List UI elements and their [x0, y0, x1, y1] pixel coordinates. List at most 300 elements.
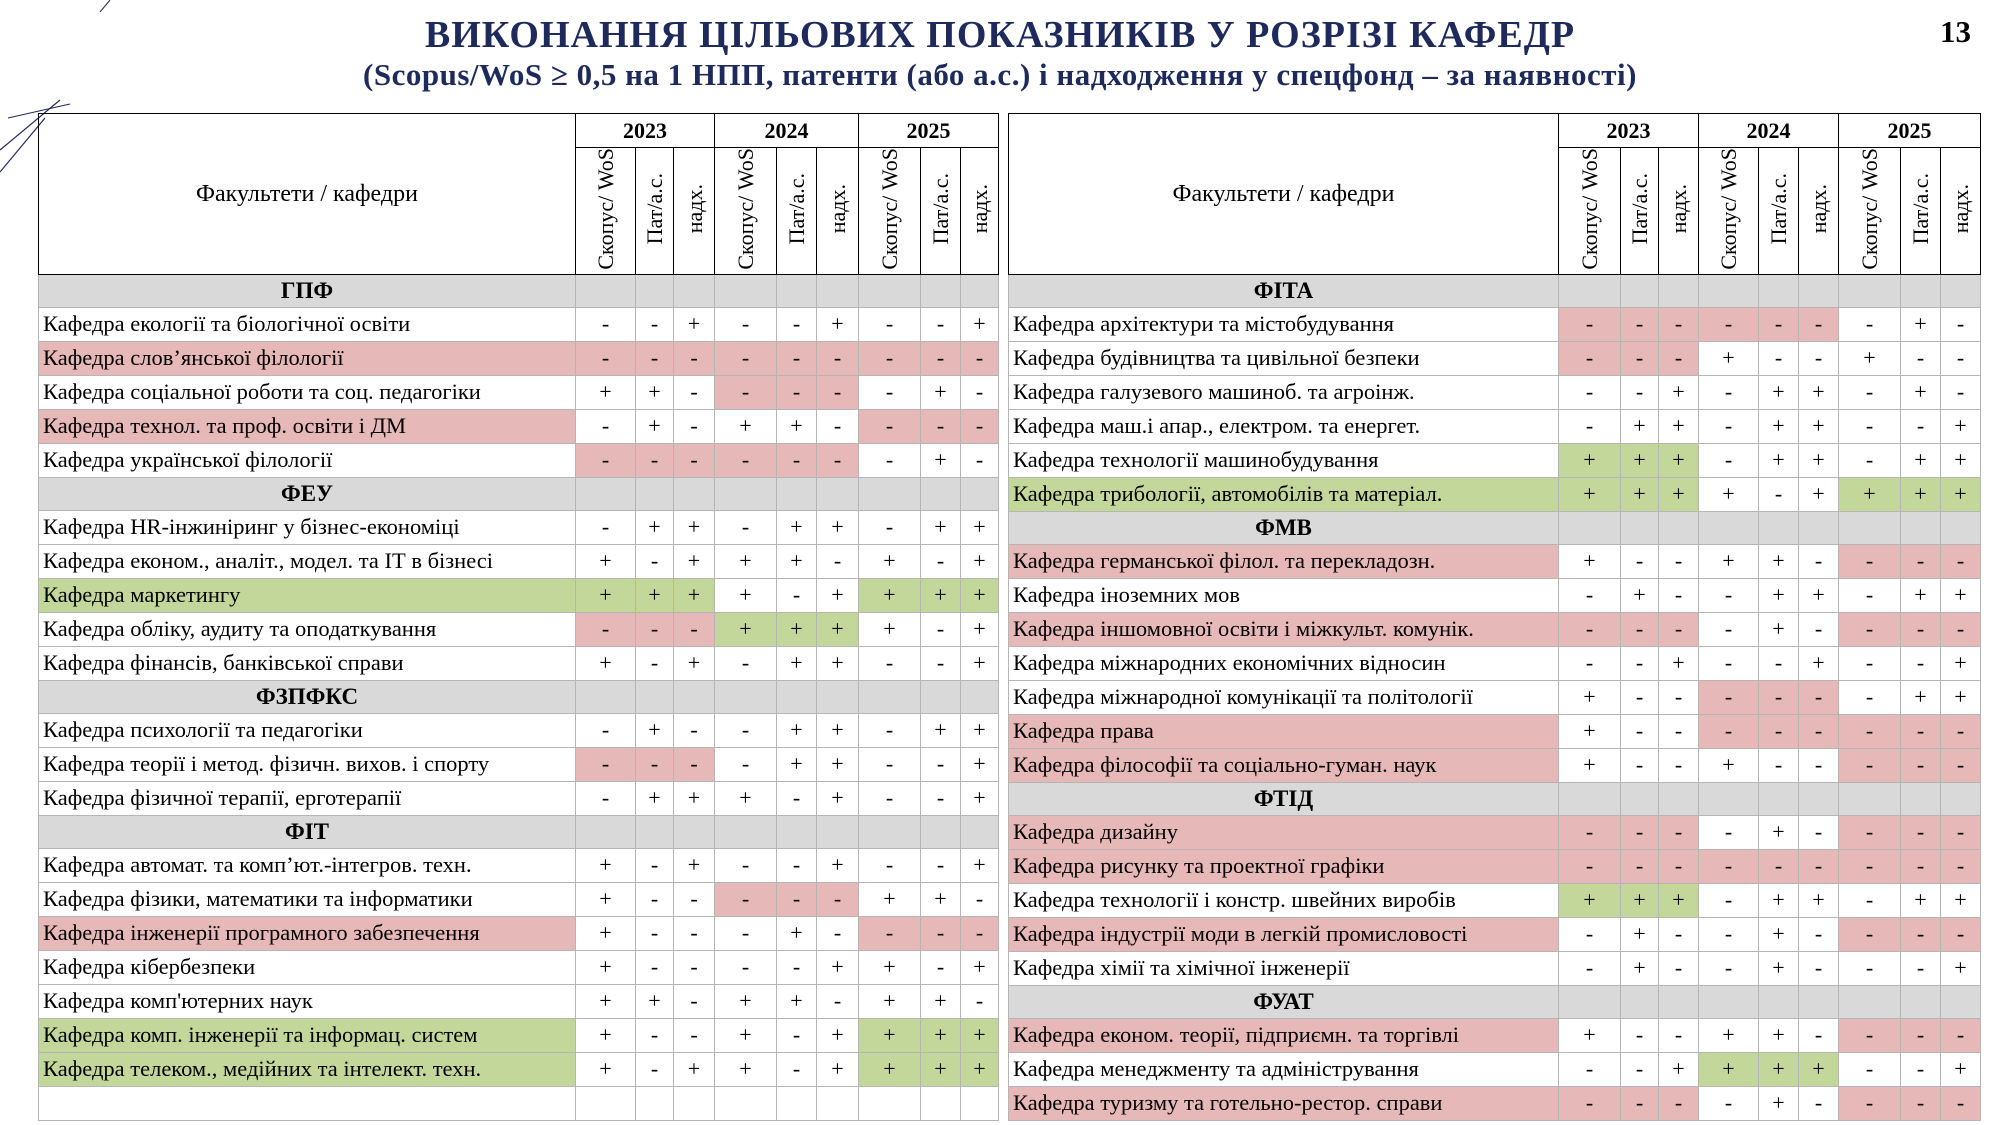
indicator-cell: +	[1799, 646, 1839, 680]
indicator-cell: -	[1839, 680, 1901, 714]
indicator-cell: -	[636, 950, 674, 984]
year-header-2023: 2023	[1559, 114, 1699, 148]
indicator-cell: -	[817, 882, 859, 916]
indicator-cell: +	[1659, 409, 1699, 443]
indicator-cell: -	[1941, 544, 1981, 578]
indicator-cell: -	[817, 341, 859, 375]
section-empty-cell	[921, 680, 961, 713]
indicator-cell: +	[1901, 477, 1941, 511]
indicator-cell: +	[636, 781, 674, 815]
indicator-cell: +	[859, 1052, 921, 1086]
department-name: Кафедра технології машинобудування	[1009, 443, 1559, 477]
section-empty-cell	[961, 477, 999, 510]
indicator-cell: +	[1559, 680, 1621, 714]
section-empty-cell	[1799, 511, 1839, 544]
indicator-cell: -	[777, 443, 817, 477]
indicator-cell: +	[961, 848, 999, 882]
indicator-cell: +	[961, 713, 999, 747]
section-empty-cell	[1799, 985, 1839, 1018]
department-row	[1009, 612, 1981, 646]
faculty-section-row	[39, 815, 999, 848]
subheader-patents: Пат/а.с.	[636, 148, 674, 275]
indicator-cell: -	[921, 747, 961, 781]
indicator-cell: -	[1559, 917, 1621, 951]
indicator-cell: -	[1621, 714, 1659, 748]
department-name: Кафедра HR-інжиніринг у бізнес-економіці	[39, 510, 576, 544]
section-empty-cell	[1901, 985, 1941, 1018]
subheader-income: надх.	[1659, 148, 1699, 275]
indicator-cell: -	[777, 578, 817, 612]
indicator-cell: -	[674, 916, 715, 950]
indicator-cell: -	[674, 950, 715, 984]
indicator-cell: +	[777, 409, 817, 443]
section-empty-cell	[859, 274, 921, 307]
indicator-cell: +	[1759, 1018, 1799, 1052]
indicator-cell: +	[1559, 1018, 1621, 1052]
department-name: Кафедра іноземних мов	[1009, 578, 1559, 612]
indicator-cell: -	[576, 713, 636, 747]
indicator-cell: -	[1799, 341, 1839, 375]
indicator-cell: -	[715, 747, 777, 781]
indicator-cell: -	[1699, 883, 1759, 917]
department-row	[1009, 917, 1981, 951]
indicator-cell: -	[777, 781, 817, 815]
indicator-cell: +	[1659, 443, 1699, 477]
section-empty-cell	[1759, 782, 1799, 815]
indicator-cell: -	[1659, 1086, 1699, 1120]
indicator-cell: -	[1799, 849, 1839, 883]
indicator-cell: -	[921, 916, 961, 950]
faculty-name: ФІТ	[39, 815, 576, 848]
section-empty-cell	[1559, 985, 1621, 1018]
empty-cell	[777, 1086, 817, 1120]
indicator-cell: -	[859, 646, 921, 680]
indicator-cell: +	[961, 544, 999, 578]
department-name: Кафедра інженерії програмного забезпечення	[39, 916, 576, 950]
subheader-scopus-wos: Скопус/ WoS	[1839, 148, 1901, 275]
indicator-cell: -	[576, 307, 636, 341]
indicator-cell: -	[777, 375, 817, 409]
empty-cell	[859, 1086, 921, 1120]
section-empty-cell	[1759, 511, 1799, 544]
faculty-column-header: Факультети / кафедри	[1009, 114, 1559, 275]
indicator-cell: -	[636, 882, 674, 916]
indicator-cell: -	[1621, 341, 1659, 375]
section-empty-cell	[576, 680, 636, 713]
section-empty-cell	[636, 274, 674, 307]
table-header	[39, 114, 999, 275]
indicator-cell: +	[817, 848, 859, 882]
indicator-cell: -	[1699, 714, 1759, 748]
indicator-cell: -	[674, 443, 715, 477]
department-row	[39, 375, 999, 409]
department-row	[1009, 1018, 1981, 1052]
indicator-cell: +	[715, 578, 777, 612]
subheader-scopus-wos: Скопус/ WoS	[576, 148, 636, 275]
indicator-cell: -	[1621, 849, 1659, 883]
indicator-cell: -	[674, 882, 715, 916]
department-name: Кафедра маркетингу	[39, 578, 576, 612]
empty-cell	[674, 1086, 715, 1120]
year-header-2024: 2024	[715, 114, 859, 148]
department-row	[39, 443, 999, 477]
page-subtitle: (Scopus/WoS ≥ 0,5 на 1 НПП, патенти (або а.с.) і надходження у спецфонд – за наявності)	[363, 57, 1637, 92]
indicator-cell: -	[1901, 714, 1941, 748]
indicator-cell: +	[921, 578, 961, 612]
indicator-cell: -	[1659, 849, 1699, 883]
indicator-cell: +	[1799, 409, 1839, 443]
section-empty-cell	[1699, 274, 1759, 307]
indicator-cell: +	[777, 984, 817, 1018]
section-empty-cell	[715, 274, 777, 307]
indicator-cell: -	[1901, 1052, 1941, 1086]
indicator-cell: -	[1901, 815, 1941, 849]
indicator-cell: +	[1901, 883, 1941, 917]
indicator-cell: +	[1559, 748, 1621, 782]
indicator-cell: -	[777, 882, 817, 916]
faculty-name: ФУАТ	[1009, 985, 1559, 1018]
indicator-cell: -	[1559, 307, 1621, 341]
indicator-cell: +	[1759, 409, 1799, 443]
indicator-cell: -	[1799, 680, 1839, 714]
year-header-2025: 2025	[1839, 114, 1981, 148]
indicator-cell: -	[859, 848, 921, 882]
section-empty-cell	[674, 274, 715, 307]
indicator-cell: +	[1699, 477, 1759, 511]
indicator-cell: -	[1839, 1086, 1901, 1120]
department-name: Кафедра рисунку та проектної графіки	[1009, 849, 1559, 883]
empty-cell	[39, 1086, 576, 1120]
indicator-cell: -	[777, 950, 817, 984]
indicator-cell: -	[1559, 1086, 1621, 1120]
department-name: Кафедра міжнародних економічних відносин	[1009, 646, 1559, 680]
indicator-cell: +	[636, 578, 674, 612]
faculty-name: ФЗПФКС	[39, 680, 576, 713]
department-row	[1009, 307, 1981, 341]
faculty-column-header: Факультети / кафедри	[39, 114, 576, 275]
indicator-cell: +	[715, 781, 777, 815]
indicator-cell: +	[1839, 477, 1901, 511]
indicator-cell: -	[1559, 1052, 1621, 1086]
indicator-cell: +	[859, 882, 921, 916]
indicator-cell: +	[715, 612, 777, 646]
indicator-cell: -	[636, 747, 674, 781]
indicator-cell: +	[715, 409, 777, 443]
department-name: Кафедра архітектури та містобудування	[1009, 307, 1559, 341]
indicator-cell: +	[1799, 477, 1839, 511]
indicator-cell: -	[1839, 1018, 1901, 1052]
department-name: Кафедра дизайну	[1009, 815, 1559, 849]
indicator-cell: -	[1799, 917, 1839, 951]
indicator-cell: -	[1659, 748, 1699, 782]
indicator-cell: -	[1941, 815, 1981, 849]
indicator-cell: +	[674, 848, 715, 882]
department-row	[39, 612, 999, 646]
indicator-cell: -	[674, 375, 715, 409]
year-header-2024: 2024	[1699, 114, 1839, 148]
indicator-cell: +	[859, 984, 921, 1018]
indicator-cell: +	[1699, 748, 1759, 782]
section-empty-cell	[1559, 274, 1621, 307]
indicator-cell: -	[921, 544, 961, 578]
section-empty-cell	[674, 477, 715, 510]
indicator-cell: +	[1759, 544, 1799, 578]
subheader-patents: Пат/а.с.	[921, 148, 961, 275]
indicator-cell: +	[1759, 917, 1799, 951]
section-empty-cell	[1699, 782, 1759, 815]
indicator-cell: -	[636, 307, 674, 341]
indicator-cell: -	[1941, 748, 1981, 782]
department-row	[39, 950, 999, 984]
indicator-cell: +	[777, 646, 817, 680]
empty-cell	[715, 1086, 777, 1120]
indicator-cell: +	[674, 544, 715, 578]
department-row	[39, 882, 999, 916]
indicator-cell: +	[576, 882, 636, 916]
indicator-cell: -	[961, 984, 999, 1018]
section-empty-cell	[921, 274, 961, 307]
indicator-cell: -	[1901, 341, 1941, 375]
indicator-cell: -	[961, 882, 999, 916]
indicator-cell: -	[859, 747, 921, 781]
indicator-cell: +	[817, 646, 859, 680]
indicator-cell: -	[1839, 714, 1901, 748]
faculty-name: ФІТА	[1009, 274, 1559, 307]
indicator-cell: -	[1901, 748, 1941, 782]
indicator-cell: -	[1941, 612, 1981, 646]
indicator-cell: -	[817, 409, 859, 443]
department-name: Кафедра телеком., медійних та інтелект. техн.	[39, 1052, 576, 1086]
indicator-cell: -	[1659, 544, 1699, 578]
department-name: Кафедра фінансів, банківської справи	[39, 646, 576, 680]
indicator-cell: +	[674, 578, 715, 612]
indicator-cell: -	[817, 443, 859, 477]
indicator-cell: +	[817, 1052, 859, 1086]
faculty-section-row	[1009, 274, 1981, 307]
indicator-cell: -	[715, 713, 777, 747]
indicator-cell: -	[1839, 748, 1901, 782]
indicator-cell: -	[715, 848, 777, 882]
department-row	[39, 510, 999, 544]
section-empty-cell	[1621, 985, 1659, 1018]
indicator-cell: +	[859, 578, 921, 612]
department-row	[1009, 849, 1981, 883]
indicator-cell: +	[1559, 443, 1621, 477]
indicator-cell: +	[1699, 341, 1759, 375]
indicator-cell: -	[1901, 849, 1941, 883]
indicator-cell: -	[817, 544, 859, 578]
indicator-cell: +	[1941, 883, 1981, 917]
indicator-cell: +	[636, 510, 674, 544]
left-departments-table	[38, 113, 999, 1121]
department-row	[39, 409, 999, 443]
indicator-cell: +	[777, 510, 817, 544]
department-name: Кафедра права	[1009, 714, 1559, 748]
indicator-cell: +	[777, 916, 817, 950]
section-empty-cell	[715, 680, 777, 713]
indicator-cell: -	[1799, 748, 1839, 782]
section-empty-cell	[1839, 782, 1901, 815]
empty-row	[39, 1086, 999, 1120]
indicator-cell: -	[1759, 748, 1799, 782]
department-row	[1009, 477, 1981, 511]
section-empty-cell	[1941, 985, 1981, 1018]
department-name: Кафедра кібербезпеки	[39, 950, 576, 984]
department-name: Кафедра обліку, аудиту та оподаткування	[39, 612, 576, 646]
indicator-cell: +	[859, 950, 921, 984]
indicator-cell: +	[674, 646, 715, 680]
department-row	[1009, 1086, 1981, 1120]
indicator-cell: +	[921, 882, 961, 916]
indicator-cell: -	[1799, 544, 1839, 578]
department-name: Кафедра галузевого машиноб. та агроінж.	[1009, 375, 1559, 409]
indicator-cell: -	[674, 409, 715, 443]
section-empty-cell	[961, 815, 999, 848]
section-empty-cell	[1659, 782, 1699, 815]
subheader-income: надх.	[1941, 148, 1981, 275]
indicator-cell: -	[1699, 680, 1759, 714]
section-empty-cell	[576, 477, 636, 510]
indicator-cell: +	[1759, 1052, 1799, 1086]
department-row	[1009, 1052, 1981, 1086]
indicator-cell: +	[1621, 443, 1659, 477]
department-name: Кафедра фізичної терапії, ерготерапії	[39, 781, 576, 815]
indicator-cell: -	[1559, 578, 1621, 612]
indicator-cell: -	[1699, 443, 1759, 477]
section-empty-cell	[777, 274, 817, 307]
indicator-cell: -	[961, 375, 999, 409]
indicator-cell: -	[921, 409, 961, 443]
indicator-cell: +	[1759, 375, 1799, 409]
indicator-cell: -	[1839, 409, 1901, 443]
indicator-cell: +	[576, 646, 636, 680]
indicator-cell: +	[961, 950, 999, 984]
indicator-cell: -	[1659, 307, 1699, 341]
department-row	[39, 341, 999, 375]
department-row	[39, 1052, 999, 1086]
indicator-cell: -	[1699, 375, 1759, 409]
indicator-cell: -	[817, 375, 859, 409]
indicator-cell: -	[674, 341, 715, 375]
subheader-income: надх.	[674, 148, 715, 275]
indicator-cell: -	[1759, 646, 1799, 680]
empty-cell	[961, 1086, 999, 1120]
section-empty-cell	[1901, 274, 1941, 307]
indicator-cell: +	[777, 612, 817, 646]
indicator-cell: -	[636, 1018, 674, 1052]
indicator-cell: +	[674, 1052, 715, 1086]
indicator-cell: +	[576, 578, 636, 612]
department-row	[39, 307, 999, 341]
subheader-scopus-wos: Скопус/ WoS	[1559, 148, 1621, 275]
department-row	[39, 848, 999, 882]
indicator-cell: -	[1659, 578, 1699, 612]
indicator-cell: -	[576, 510, 636, 544]
indicator-cell: -	[1659, 341, 1699, 375]
section-empty-cell	[961, 274, 999, 307]
indicator-cell: +	[576, 375, 636, 409]
department-name: Кафедра менеджменту та адміністрування	[1009, 1052, 1559, 1086]
indicator-cell: -	[1941, 375, 1981, 409]
indicator-cell: +	[1941, 443, 1981, 477]
department-name: Кафедра економ. теорії, підприємн. та торгівлі	[1009, 1018, 1559, 1052]
faculty-name: ФТІД	[1009, 782, 1559, 815]
indicator-cell: -	[817, 984, 859, 1018]
indicator-cell: +	[961, 747, 999, 781]
section-empty-cell	[859, 680, 921, 713]
indicator-cell: -	[636, 443, 674, 477]
section-empty-cell	[1759, 274, 1799, 307]
indicator-cell: -	[1799, 1018, 1839, 1052]
indicator-cell: +	[961, 1018, 999, 1052]
section-empty-cell	[817, 815, 859, 848]
indicator-cell: -	[1941, 849, 1981, 883]
faculty-section-row	[1009, 985, 1981, 1018]
indicator-cell: +	[1901, 578, 1941, 612]
section-empty-cell	[1699, 511, 1759, 544]
indicator-cell: -	[859, 781, 921, 815]
indicator-cell: -	[1839, 1052, 1901, 1086]
indicator-cell: -	[859, 409, 921, 443]
indicator-cell: +	[1659, 646, 1699, 680]
section-empty-cell	[1699, 985, 1759, 1018]
department-row	[1009, 578, 1981, 612]
indicator-cell: -	[1839, 815, 1901, 849]
indicator-cell: +	[921, 984, 961, 1018]
indicator-cell: -	[1901, 1018, 1941, 1052]
indicator-cell: -	[1901, 646, 1941, 680]
indicator-cell: +	[1901, 680, 1941, 714]
indicator-cell: -	[636, 612, 674, 646]
indicator-cell: +	[576, 544, 636, 578]
indicator-cell: +	[961, 307, 999, 341]
department-row	[1009, 443, 1981, 477]
indicator-cell: +	[817, 747, 859, 781]
indicator-cell: +	[1901, 307, 1941, 341]
indicator-cell: -	[1759, 849, 1799, 883]
indicator-cell: -	[715, 341, 777, 375]
indicator-cell: -	[1659, 1018, 1699, 1052]
indicator-cell: +	[1659, 883, 1699, 917]
department-row	[39, 544, 999, 578]
department-name: Кафедра іншомовної освіти і міжкульт. комунік.	[1009, 612, 1559, 646]
indicator-cell: +	[636, 375, 674, 409]
indicator-cell: -	[1759, 341, 1799, 375]
department-name: Кафедра міжнародної комунікації та політології	[1009, 680, 1559, 714]
section-empty-cell	[817, 274, 859, 307]
indicator-cell: +	[674, 307, 715, 341]
department-row	[39, 916, 999, 950]
indicator-cell: -	[1839, 544, 1901, 578]
indicator-cell: -	[1621, 815, 1659, 849]
indicator-cell: -	[1839, 307, 1901, 341]
indicator-cell: -	[961, 341, 999, 375]
section-empty-cell	[817, 680, 859, 713]
indicator-cell: +	[961, 612, 999, 646]
indicator-cell: +	[715, 984, 777, 1018]
department-name: Кафедра автомат. та комп’ют.-інтегров. техн.	[39, 848, 576, 882]
indicator-cell: -	[1839, 375, 1901, 409]
indicator-cell: -	[1659, 951, 1699, 985]
indicator-cell: -	[636, 916, 674, 950]
subheader-scopus-wos: Скопус/ WoS	[715, 148, 777, 275]
indicator-cell: +	[1759, 443, 1799, 477]
indicator-cell: +	[1759, 883, 1799, 917]
indicator-cell: -	[1839, 917, 1901, 951]
indicator-cell: +	[1799, 883, 1839, 917]
indicator-cell: -	[1621, 612, 1659, 646]
section-empty-cell	[1659, 274, 1699, 307]
